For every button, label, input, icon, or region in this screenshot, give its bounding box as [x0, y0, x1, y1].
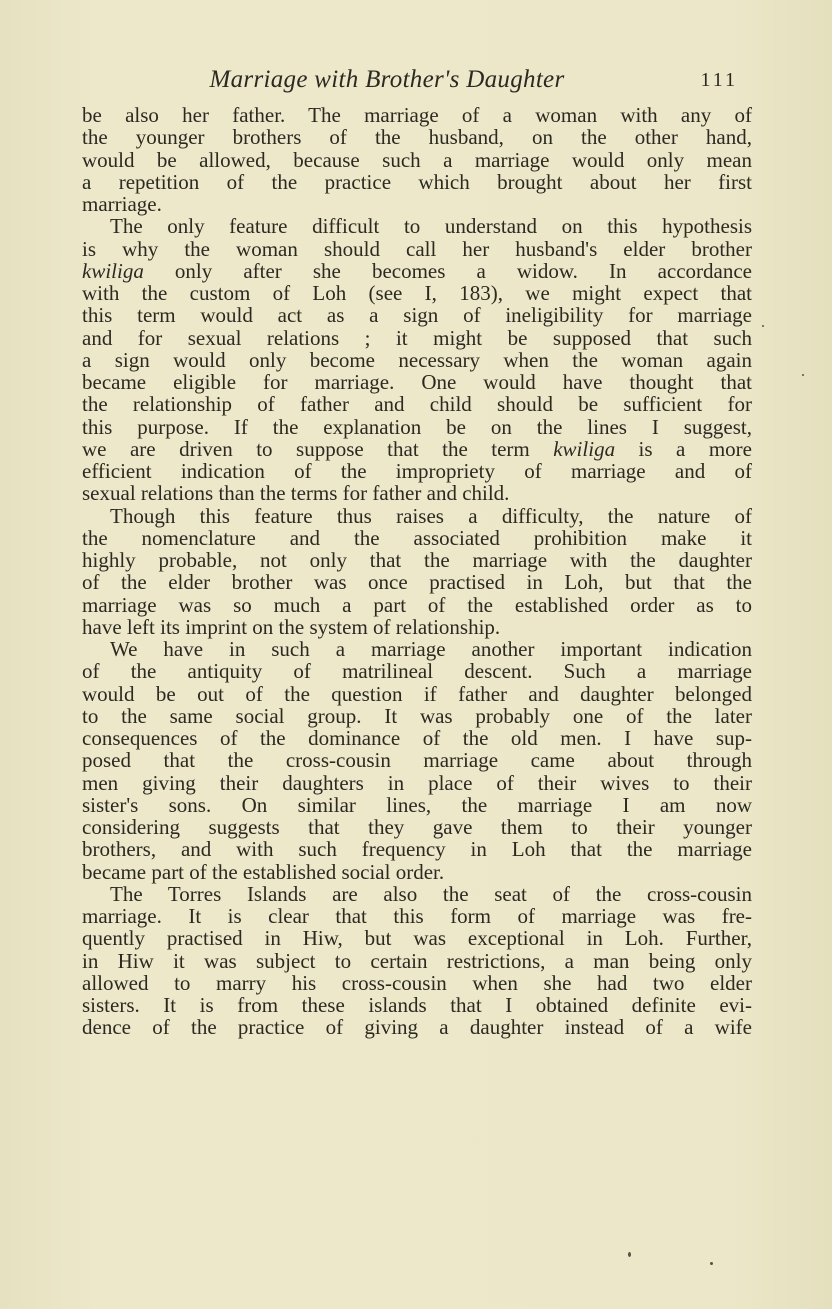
text-line [82, 616, 752, 638]
body-text [82, 104, 752, 1039]
italic-term: kwiliga [82, 258, 144, 283]
text-line [82, 505, 752, 527]
text-segment: of the elder brother was once practised in Loh, but that the [82, 570, 752, 595]
text-line [82, 416, 752, 438]
text-segment: became part of the established social order. [82, 859, 445, 884]
running-title: Marriage with Brother's Daughter [209, 66, 565, 93]
text-segment: allowed to marry his cross-cousin when she had two elder [82, 970, 752, 995]
text-segment: would be out of the question if father and daughter belonged [82, 681, 752, 706]
text-line [82, 727, 752, 749]
dust-speck [802, 374, 804, 376]
text-line [82, 905, 752, 927]
text-line [82, 171, 752, 193]
text-line [82, 549, 752, 571]
text-line [82, 438, 752, 460]
text-line [82, 638, 752, 660]
text-segment: marriage. It is clear that this form of marriage was fre- [82, 904, 752, 928]
text-segment: dence of the practice of giving a daughter instead of a wife [82, 1015, 752, 1040]
text-segment: would be allowed, because such a marriage would only mean [82, 147, 752, 172]
text-segment: We have in such a marriage another important indication [110, 637, 752, 661]
text-line [82, 594, 752, 616]
text-line [82, 883, 752, 905]
text-line [82, 304, 752, 326]
text-segment: a repetition of the practice which brought about her first [82, 169, 752, 194]
text-segment: efficient indication of the impropriety of marriage and of [82, 459, 752, 483]
text-line [82, 861, 752, 883]
text-segment: Though this feature thus raises a difficulty, the nature of [110, 503, 752, 528]
text-line [82, 371, 752, 393]
text-segment: have left its imprint on the system of relationship. [82, 614, 501, 639]
text-segment: a sign would only become necessary when the woman again [82, 347, 752, 372]
text-segment: The only feature difficult to understand on this hypothesis [110, 214, 752, 239]
text-line [82, 683, 752, 705]
text-line [82, 260, 752, 282]
text-line [82, 215, 752, 237]
text-line [82, 838, 752, 860]
text-line [82, 238, 752, 260]
text-line [82, 349, 752, 371]
text-segment: the nomenclature and the associated prohibition make it [82, 525, 752, 550]
text-segment: in Hiw it was subject to certain restrictions, a man being only [82, 948, 752, 973]
text-line [82, 927, 752, 949]
text-segment: considering suggests that they gave them to their younger [82, 815, 752, 839]
text-segment: posed that the cross-cousin marriage came about through [82, 748, 752, 773]
text-line [82, 816, 752, 838]
dust-speck [628, 1252, 631, 1257]
text-segment: this purpose. If the explanation be on the lines I suggest, [82, 414, 752, 439]
text-line [82, 1016, 752, 1038]
text-line [82, 772, 752, 794]
text-line [82, 527, 752, 549]
italic-term: kwiliga [553, 436, 616, 461]
text-segment: to the same social group. It was probably one of the later [82, 703, 752, 728]
text-line [82, 950, 752, 972]
text-line [82, 749, 752, 771]
text-segment: marriage. [82, 192, 162, 216]
text-segment: consequences of the dominance of the old men. I have sup- [82, 726, 752, 750]
text-segment: men giving their daughters in place of their wives to their [82, 770, 752, 795]
text-segment: we are driven to suppose that the term [82, 436, 554, 461]
text-segment: brothers, and with such frequency in Loh that the marriage [82, 837, 752, 862]
text-segment: marriage was so much a part of the established order as to [82, 592, 752, 617]
text-line [82, 705, 752, 727]
text-segment: became eligible for marriage. One would have thought that [82, 370, 752, 394]
text-segment: is why the woman should call her husband's elder brother [82, 236, 752, 261]
text-line [82, 193, 752, 215]
text-segment: of the antiquity of matrilineal descent. Such a marriage [82, 659, 752, 684]
dust-speck [710, 1262, 713, 1265]
text-segment: only after she becomes a widow. In accordance [143, 258, 752, 283]
text-line [82, 972, 752, 994]
text-segment: with the custom of Loh (see I, 183), we might expect that [82, 281, 752, 305]
text-segment: sister's sons. On similar lines, the marriage I am now [82, 792, 752, 817]
running-header [82, 66, 752, 100]
text-segment: this term would act as a sign of ineligibility for marriage [82, 303, 752, 328]
text-segment: sexual relations than the terms for father and child. [82, 481, 510, 506]
text-line [82, 393, 752, 415]
text-segment: The Torres Islands are also the seat of the cross-cousin [110, 881, 752, 906]
dust-speck [762, 325, 764, 327]
text-line [82, 460, 752, 482]
text-segment: be also her father. The marriage of a woman with any of [82, 103, 752, 127]
text-segment: is a more [615, 436, 752, 461]
text-segment: and for sexual relations ; it might be supposed that such [82, 325, 752, 350]
text-segment: the younger brothers of the husband, on the other hand, [82, 125, 752, 150]
text-segment: quently practised in Hiw, but was exceptional in Loh. Further, [82, 926, 752, 951]
text-line [82, 994, 752, 1016]
text-line [82, 482, 752, 504]
text-line [82, 660, 752, 682]
text-line [82, 282, 752, 304]
text-line [82, 149, 752, 171]
text-line [82, 126, 752, 148]
text-line [82, 794, 752, 816]
text-segment: highly probable, not only that the marriage with the daughter [82, 548, 752, 572]
text-line [82, 571, 752, 593]
page-number: 111 [700, 69, 738, 91]
text-segment: sisters. It is from these islands that I obtained definite evi- [82, 993, 752, 1017]
text-segment: the relationship of father and child should be sufficient for [82, 392, 752, 417]
text-line [82, 327, 752, 349]
text-line [82, 104, 752, 126]
